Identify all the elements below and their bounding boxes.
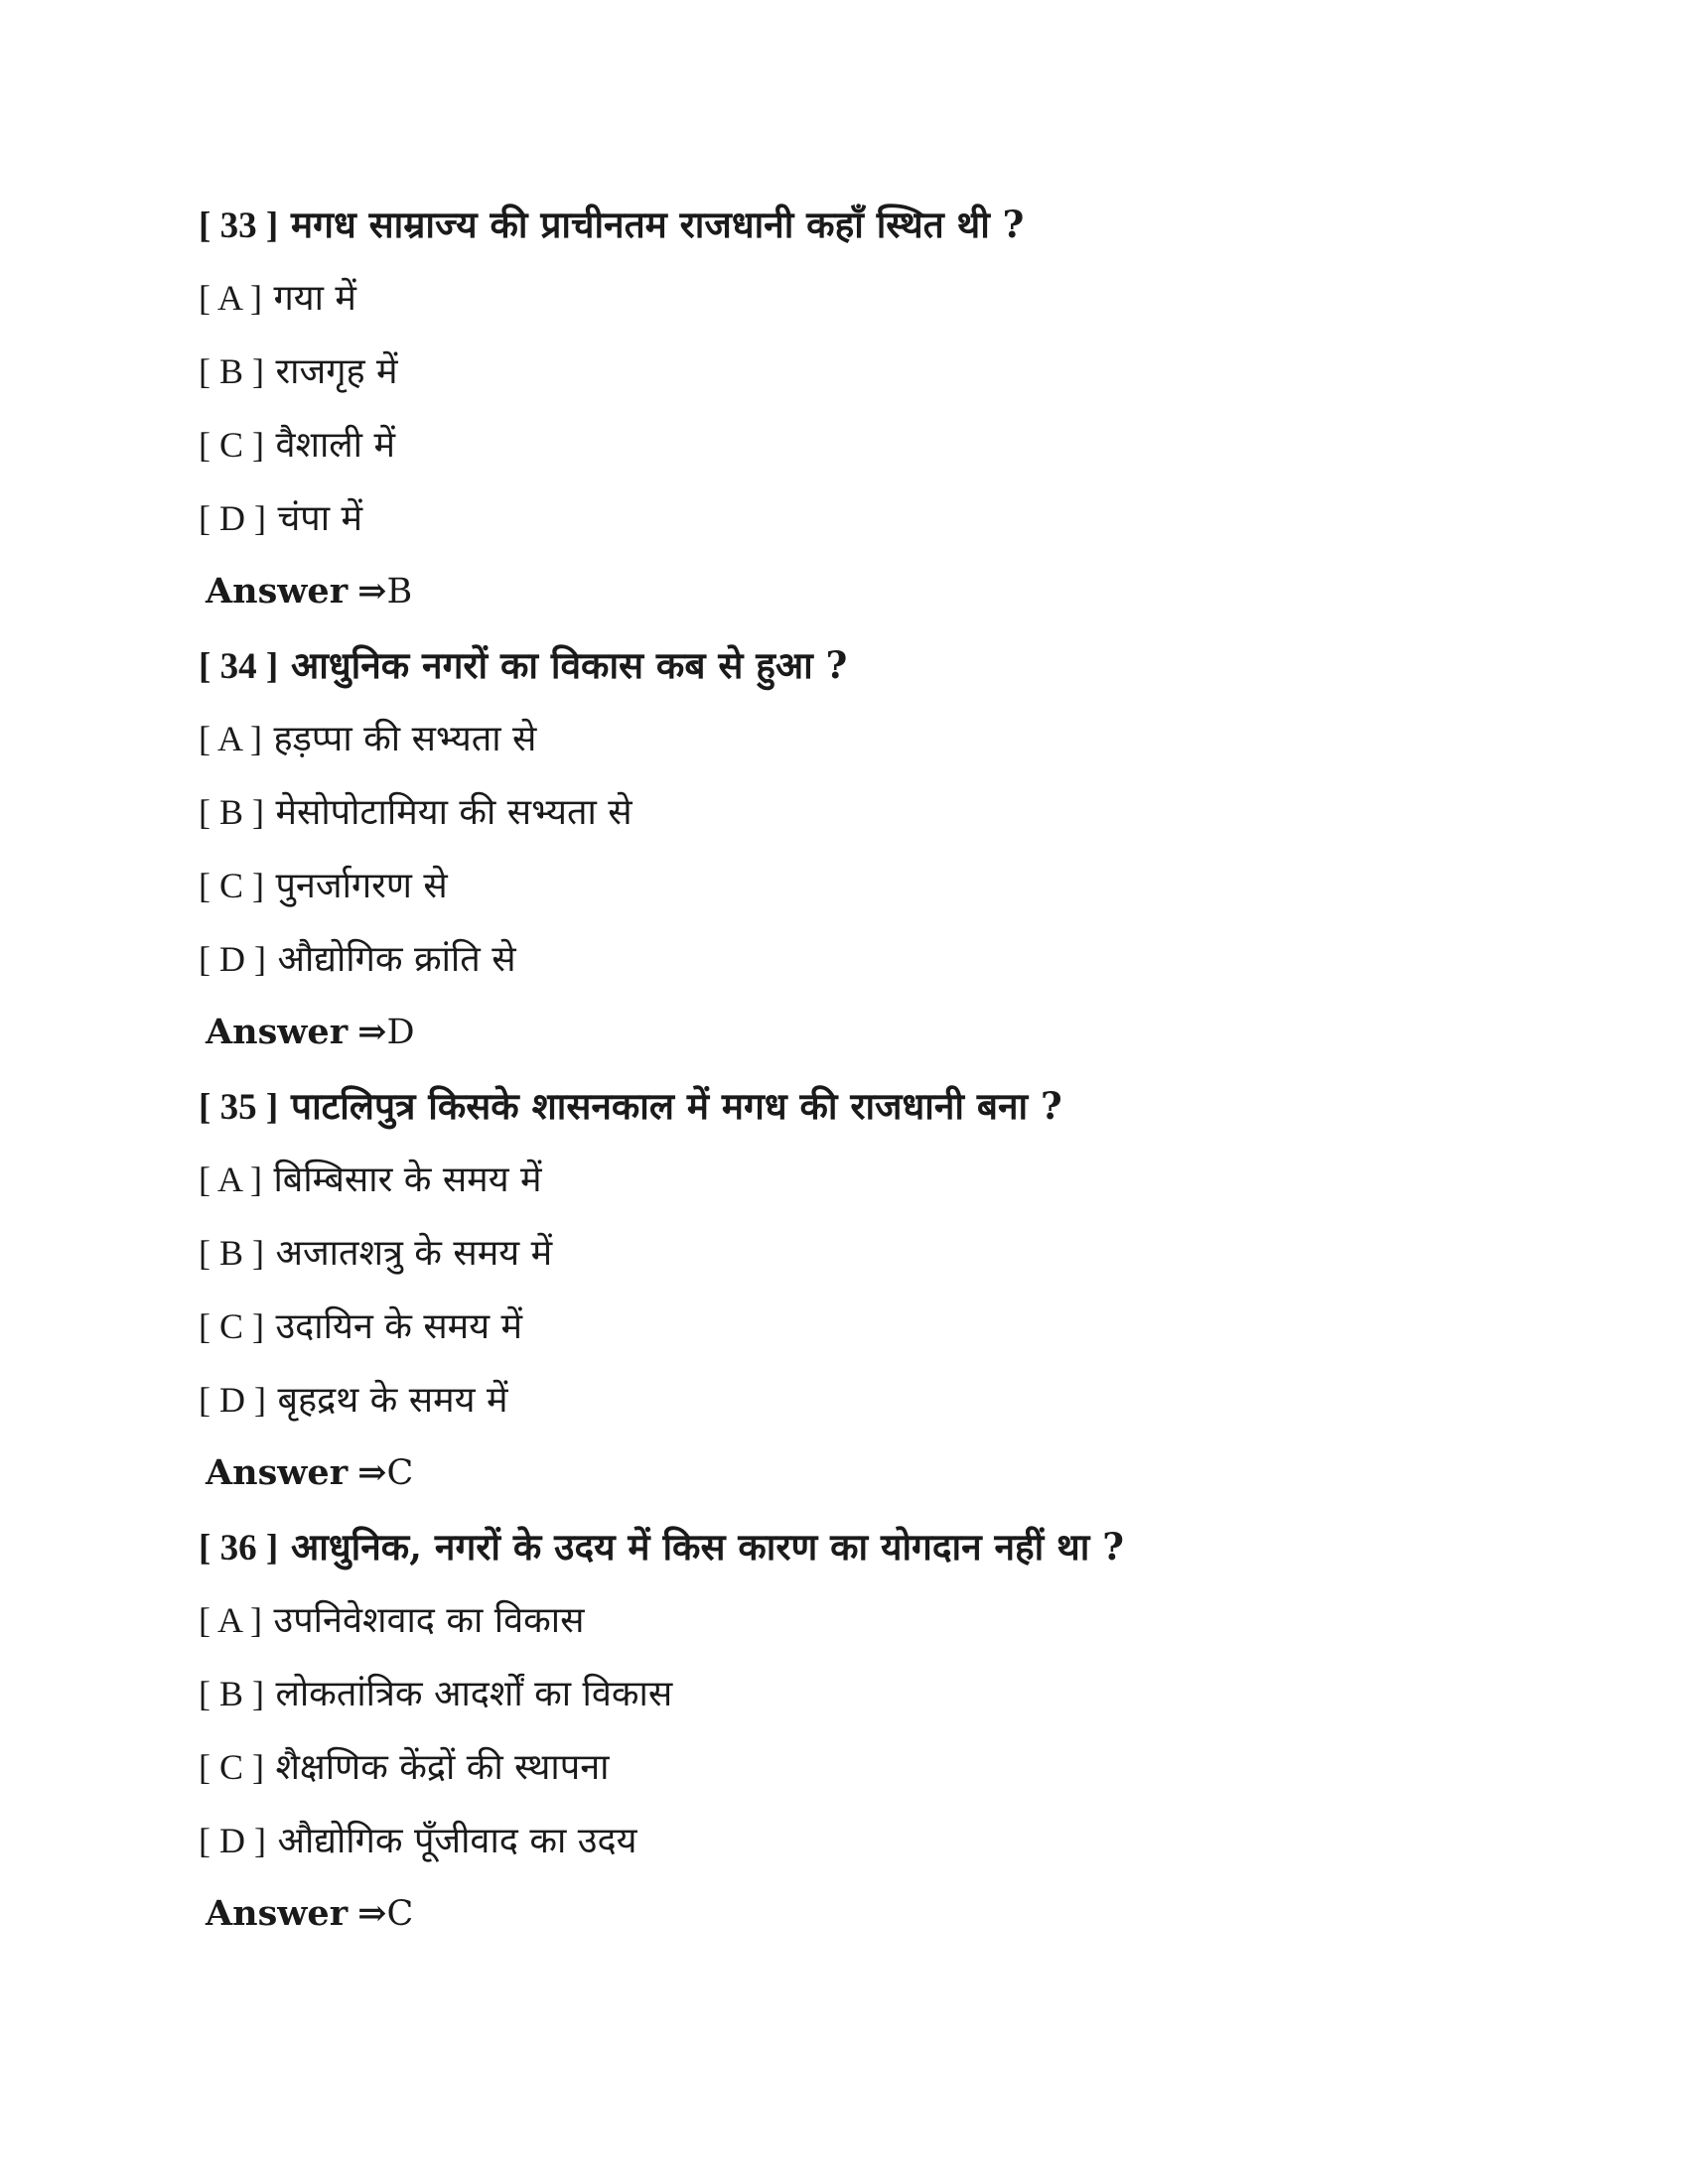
option-letter: [ A ] <box>199 719 263 758</box>
option-letter: [ A ] <box>199 1160 263 1199</box>
answer-value: C <box>386 1894 414 1934</box>
answer-value: B <box>386 572 413 612</box>
option-b <box>199 1664 1569 1737</box>
answer-line <box>199 1443 1569 1517</box>
question-heading <box>199 195 1569 268</box>
option-text: गया में <box>273 278 356 319</box>
option-text: बिम्बिसार के समय में <box>273 1160 542 1200</box>
option-c <box>199 1737 1569 1811</box>
question-number: [ 33 ] <box>199 205 279 246</box>
answer-label: Answer <box>206 1452 349 1493</box>
answer-arrow-icon: ⇒ <box>357 1893 387 1934</box>
answer-line <box>199 1003 1569 1076</box>
option-text: हड़प्पा की सभ्यता से <box>273 719 537 759</box>
option-d <box>199 929 1569 1003</box>
option-letter: [ A ] <box>199 278 263 318</box>
option-letter: [ C ] <box>199 1306 264 1346</box>
option-letter: [ C ] <box>199 425 264 465</box>
answer-arrow-icon: ⇒ <box>357 1452 387 1493</box>
option-c <box>199 415 1569 488</box>
option-text: अजातशत्रु के समय में <box>275 1233 553 1274</box>
question-page <box>199 195 1569 1958</box>
option-text: उपनिवेशवाद का विकास <box>273 1600 585 1641</box>
option-a <box>199 268 1569 341</box>
option-letter: [ D ] <box>199 498 266 538</box>
option-b <box>199 1223 1569 1297</box>
option-letter: [ A ] <box>199 1600 263 1640</box>
option-text: औद्योगिक क्रांति से <box>277 939 516 980</box>
option-text: पुनर्जागरण से <box>275 866 448 906</box>
option-d <box>199 1370 1569 1443</box>
option-letter: [ C ] <box>199 1747 264 1787</box>
question-heading <box>199 1517 1569 1590</box>
option-letter: [ B ] <box>199 351 264 391</box>
question-block <box>199 635 1569 1076</box>
option-a <box>199 1590 1569 1664</box>
question-text: मगध साम्राज्य की प्राचीनतम राजधानी कहाँ स्थित थी ? <box>291 203 1025 246</box>
option-text: चंपा में <box>277 498 363 539</box>
answer-label: Answer <box>206 1893 349 1934</box>
option-c <box>199 856 1569 929</box>
answer-value: D <box>386 1013 415 1052</box>
option-text: उदायिन के समय में <box>275 1306 523 1347</box>
question-number: [ 36 ] <box>199 1528 279 1569</box>
option-letter: [ B ] <box>199 1233 264 1273</box>
question-text: आधुनिक नगरों का विकास कब से हुआ ? <box>291 643 848 687</box>
answer-label: Answer <box>206 571 349 612</box>
answer-line <box>199 1884 1569 1958</box>
option-letter: [ C ] <box>199 866 264 905</box>
question-number: [ 35 ] <box>199 1087 279 1128</box>
option-text: लोकतांत्रिक आदर्शों का विकास <box>275 1674 673 1714</box>
option-letter: [ B ] <box>199 1674 264 1713</box>
question-text: आधुनिक, नगरों के उदय में किस कारण का योगदान नहीं था ? <box>291 1525 1124 1569</box>
option-letter: [ D ] <box>199 939 266 979</box>
option-text: मेसोपोटामिया की सभ्यता से <box>275 792 633 833</box>
option-d <box>199 488 1569 562</box>
option-b <box>199 341 1569 415</box>
question-block <box>199 1076 1569 1517</box>
option-b <box>199 782 1569 856</box>
question-text: पाटलिपुत्र किसके शासनकाल में मगध की राजधानी बना ? <box>291 1084 1062 1128</box>
question-block <box>199 195 1569 635</box>
option-letter: [ B ] <box>199 792 264 832</box>
option-a <box>199 1150 1569 1223</box>
answer-arrow-icon: ⇒ <box>357 1012 387 1052</box>
option-text: शैक्षणिक केंद्रों की स्थापना <box>275 1747 610 1788</box>
option-c <box>199 1297 1569 1370</box>
option-text: राजगृह में <box>275 351 398 392</box>
option-text: बृहद्रथ के समय में <box>277 1380 508 1421</box>
question-block <box>199 1517 1569 1958</box>
option-letter: [ D ] <box>199 1380 266 1420</box>
answer-arrow-icon: ⇒ <box>357 571 387 612</box>
question-number: [ 34 ] <box>199 646 279 687</box>
answer-value: C <box>386 1453 414 1493</box>
answer-label: Answer <box>206 1012 349 1052</box>
option-a <box>199 709 1569 782</box>
answer-line <box>199 562 1569 635</box>
option-d <box>199 1811 1569 1884</box>
option-text: वैशाली में <box>275 425 395 466</box>
option-letter: [ D ] <box>199 1821 266 1860</box>
question-heading <box>199 635 1569 709</box>
option-text: औद्योगिक पूँजीवाद का उदय <box>277 1821 637 1861</box>
question-heading <box>199 1076 1569 1150</box>
